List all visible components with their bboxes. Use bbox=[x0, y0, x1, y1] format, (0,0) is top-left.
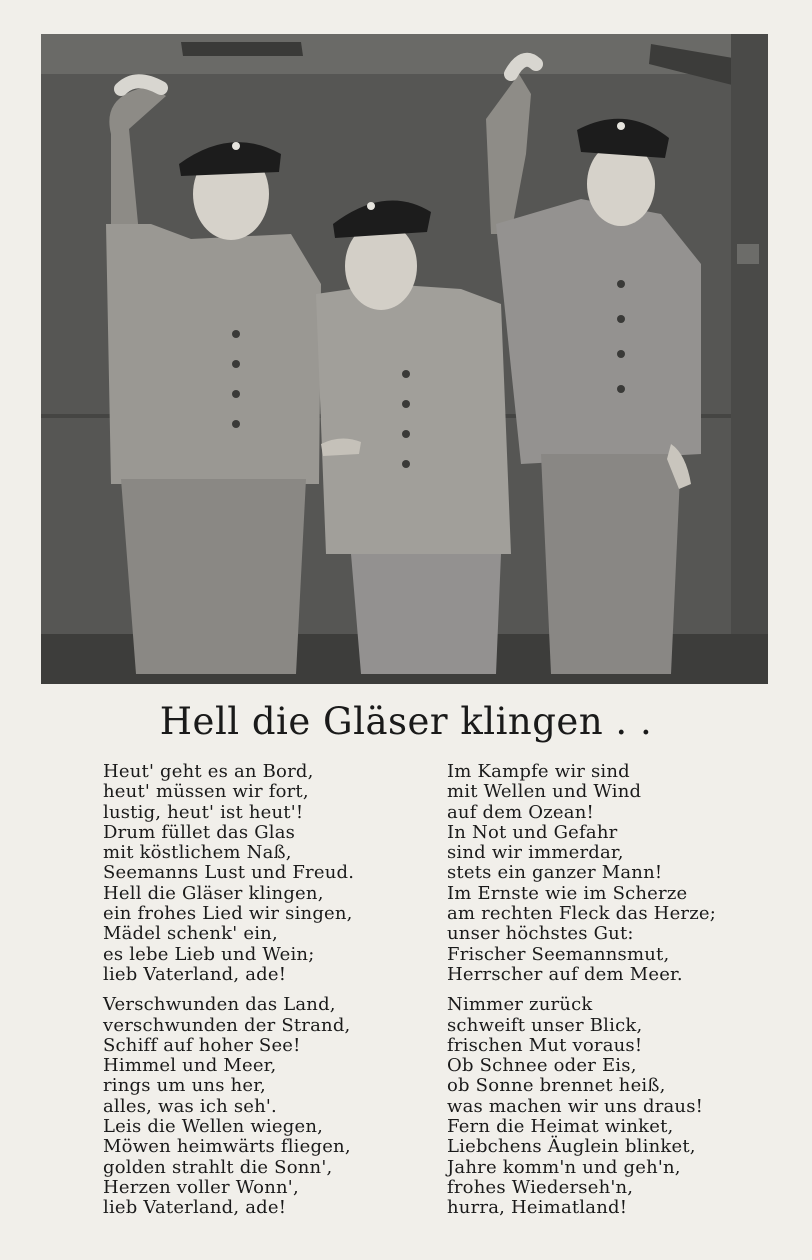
lyric-line: Nimmer zurück bbox=[447, 994, 593, 1016]
lyric-line: Verschwunden das Land, bbox=[103, 994, 336, 1016]
stanza-4 bbox=[447, 995, 767, 1218]
lyrics-column-right bbox=[447, 762, 767, 1229]
lyric-line: am rechten Fleck das Herze; bbox=[447, 903, 717, 925]
lyric-line: stets ein ganzer Mann! bbox=[447, 862, 663, 884]
lyric-line: rings um uns her, bbox=[103, 1075, 266, 1097]
lyric-line: was machen wir uns draus! bbox=[447, 1095, 704, 1117]
lyric-line: lustig, heut' ist heut'! bbox=[103, 801, 304, 823]
lyric-line: golden strahlt die Sonn', bbox=[103, 1156, 333, 1178]
lyric-line: ein frohes Lied wir singen, bbox=[103, 903, 353, 925]
lyric-line: sind wir immerdar, bbox=[447, 842, 624, 864]
lyric-line: auf dem Ozean! bbox=[447, 801, 594, 823]
lyric-line: mit Wellen und Wind bbox=[447, 781, 642, 803]
lyric-line: frohes Wiederseh'n, bbox=[447, 1176, 634, 1198]
lyric-line: unser höchstes Gut: bbox=[447, 923, 634, 945]
lyric-line: In Not und Gefahr bbox=[447, 821, 618, 843]
stanza-1 bbox=[103, 762, 423, 985]
sailors-photograph bbox=[41, 34, 768, 684]
lyric-line: Im Kampfe wir sind bbox=[447, 761, 630, 782]
lyric-line: Frischer Seemannsmut, bbox=[447, 943, 670, 965]
lyric-line: es lebe Lieb und Wein; bbox=[103, 943, 315, 965]
lyric-line: lieb Vaterland, ade! bbox=[103, 963, 287, 985]
lyric-line: mit köstlichem Naß, bbox=[103, 842, 292, 864]
lyric-line: Seemanns Lust und Freud. bbox=[103, 862, 355, 884]
lyric-line: Schiff auf hoher See! bbox=[103, 1034, 301, 1056]
lyric-line: Himmel und Meer, bbox=[103, 1055, 277, 1077]
stanza-2 bbox=[103, 995, 423, 1218]
lyric-line: Ob Schnee oder Eis, bbox=[447, 1055, 637, 1077]
lyric-line: ob Sonne brennet heiß, bbox=[447, 1075, 666, 1097]
lyric-line: hurra, Heimatland! bbox=[447, 1197, 628, 1219]
lyric-line: Herrscher auf dem Meer. bbox=[447, 963, 683, 985]
lyric-line: Fern die Heimat winket, bbox=[447, 1116, 674, 1138]
lyric-line: Herzen voller Wonn', bbox=[103, 1176, 299, 1198]
lyric-line: Möwen heimwärts fliegen, bbox=[103, 1136, 351, 1158]
lyric-line: alles, was ich seh'. bbox=[103, 1095, 277, 1117]
lyric-line: frischen Mut voraus! bbox=[447, 1034, 643, 1056]
lyric-line: Liebchens Äuglein blinket, bbox=[447, 1136, 696, 1158]
lyric-line: Hell die Gläser klingen, bbox=[103, 882, 324, 904]
sailors-photo-illustration bbox=[41, 34, 768, 684]
lyric-line: Drum füllet das Glas bbox=[103, 821, 296, 843]
lyric-line: heut' müssen wir fort, bbox=[103, 781, 309, 803]
lyric-line: verschwunden der Strand, bbox=[103, 1014, 351, 1036]
lyric-line: schweift unser Blick, bbox=[447, 1014, 643, 1036]
lyric-line: Leis die Wellen wiegen, bbox=[103, 1116, 324, 1138]
lyrics-column-left bbox=[103, 762, 423, 1229]
lyric-line: Jahre komm'n und geh'n, bbox=[447, 1156, 681, 1178]
lyric-line: lieb Vaterland, ade! bbox=[103, 1197, 287, 1219]
lyric-line: Im Ernste wie im Scherze bbox=[447, 882, 688, 904]
song-title: Hell die Gläser klingen . . bbox=[159, 700, 653, 743]
lyric-line: Mädel schenk' ein, bbox=[103, 923, 278, 945]
stanza-3 bbox=[447, 762, 767, 985]
lyric-line: Heut' geht es an Bord, bbox=[103, 761, 314, 782]
